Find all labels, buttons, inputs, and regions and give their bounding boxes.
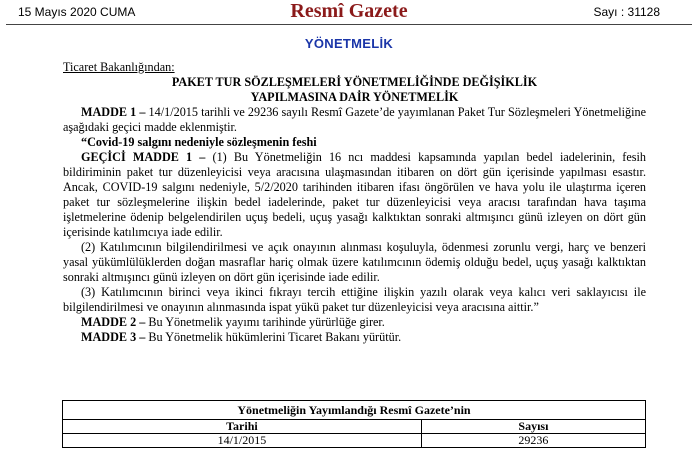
temporary-article-text: (1) Bu Yönetmeliğin 16 ncı maddesi kapsamında yapılan bedel iadelerinin, fesih bildiriminin paket tur düzenleyicisi veya aracısına ulaşmasından itibaren on dört gün içerisinde yapılması esastır. Ancak, COVID-19 salgını nedeniyle, 5/2/2020 tarihinden itibaren ifası öngörülen ve hava yolu ile ulaştırma içeren paket tur sözleşmelerine ilişkin bedel iadelerinde, paket tur düzenleyicisi veya aracısı tarafından hava taşıma işletmelerine ödenip belgelendirilen uçuş bedeli, uçuş yasağı kalktıktan sonraki altmışıncı günü izleyen on dört gün içerisinde katılımcıya iade edilir.	[63, 150, 647, 239]
article-2	[63, 315, 646, 330]
table-row	[63, 434, 646, 448]
table-cell-number: 29236	[421, 434, 645, 448]
article-3	[63, 330, 646, 345]
article-1-text: 14/1/2015 tarihli ve 29236 sayılı Resmî Gazete’de yayımlanan Paket Tur Sözleşmeleri Yönetmeliğine aşağıdaki geçici madde eklenmiştir.	[63, 105, 647, 134]
temporary-article-label: GEÇİCİ MADDE 1 –	[81, 150, 206, 164]
section-title: YÖNETMELİK	[304, 36, 394, 51]
quote-heading	[63, 135, 646, 150]
publication-table	[62, 400, 646, 448]
paragraph-3: (3) Katılımcının birinci veya ikinci fıkrayı tercih ettiğine ilişkin yazılı olarak veya kalıcı veri saklayıcısı ile bilgilendirilmesi ve onayının alınmasında ispat yükü paket tur düzenleyicisi veya aracısına aittir.”	[63, 285, 646, 314]
issue-number: Sayı : 31128	[593, 5, 660, 19]
gazette-header	[0, 0, 698, 24]
ministry-name: Ticaret Bakanlığından:	[63, 60, 175, 74]
article-2-text: Bu Yönetmelik yayımı tarihinde yürürlüğe girer.	[145, 315, 385, 329]
article-3-text: Bu Yönetmelik hükümlerini Ticaret Bakanı yürütür.	[145, 330, 402, 344]
paragraph-2: (2) Katılımcının bilgilendirilmesi ve açık onayının alınması koşuluyla, ödenmesi zorunlu vergi, harç ve benzeri yasal yükümlülüklerden doğan masraflar hariç olmak üzere katılımcının ödemiş olduğu bedel, uçuş yasağı kalktıktan sonraki altmışıncı günü izleyen on dört gün içerisinde iade edilir.	[63, 240, 646, 284]
article-2-label: MADDE 2 –	[81, 315, 146, 329]
gazette-title: Resmî Gazete	[290, 0, 408, 22]
column-header-number: Sayısı	[421, 420, 645, 434]
article-1-label: MADDE 1 –	[81, 105, 146, 119]
article-1	[63, 105, 646, 135]
column-header-date: Tarihi	[63, 420, 422, 434]
header-divider	[6, 24, 692, 25]
regulation-body	[63, 60, 646, 345]
regulation-title-line-2: YAPILMASINA DAİR YÖNETMELİK	[250, 90, 459, 104]
article-3-label: MADDE 3 –	[81, 330, 146, 344]
issue-date: 15 Mayıs 2020 CUMA	[18, 5, 136, 19]
quote-heading-text: “Covid-19 salgını nedeniyle sözleşmenin feshi	[81, 135, 317, 149]
table-cell-date: 14/1/2015	[63, 434, 422, 448]
table-caption: Yönetmeliğin Yayımlandığı Resmî Gazete’nin	[63, 401, 646, 420]
temporary-article-1	[63, 150, 646, 240]
regulation-title-line-1: PAKET TUR SÖZLEŞMELERİ YÖNETMELİĞİNDE DEĞİŞİKLİK	[171, 75, 538, 89]
